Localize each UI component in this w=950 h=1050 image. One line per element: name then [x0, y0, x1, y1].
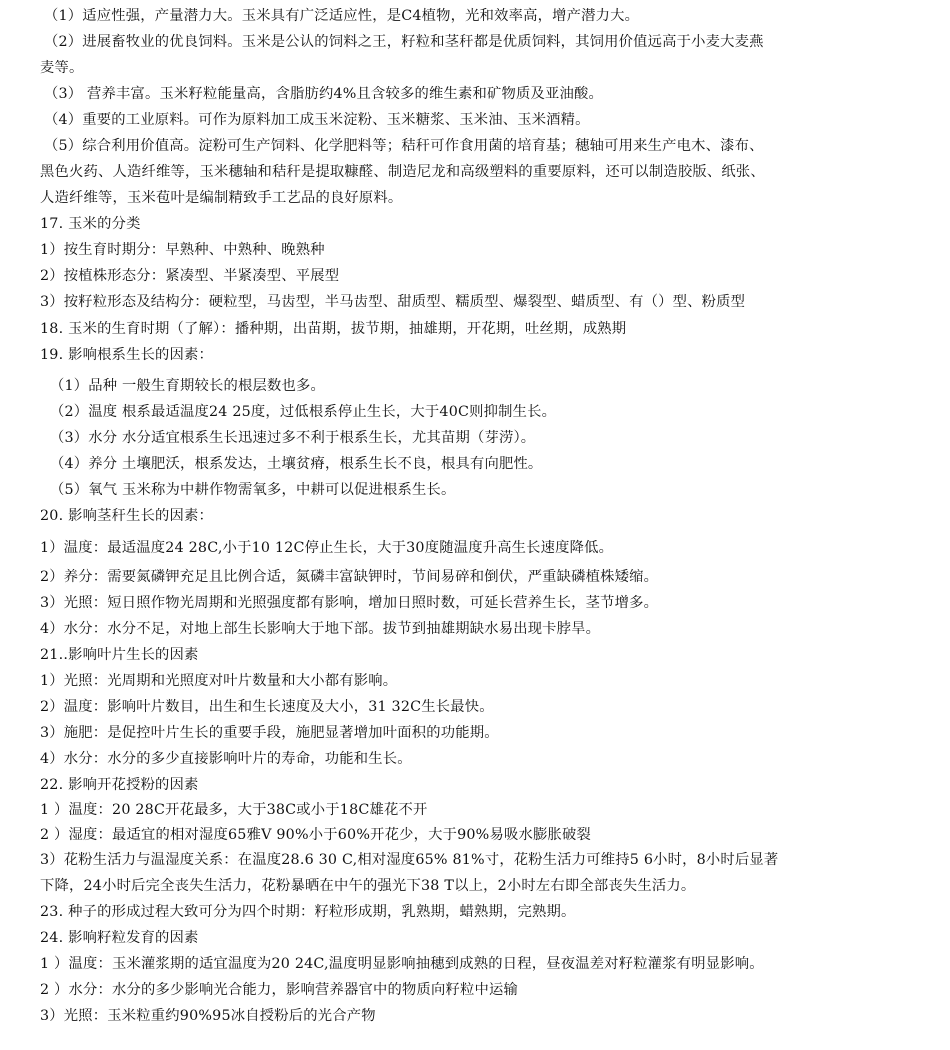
text-line: 2 ）水分：水分的多少影响光合能力，影响营养器官中的物质向籽粒中运输: [40, 982, 518, 998]
text-line: 2）温度：影响叶片数目，出生和生长速度及大小，31 32C生长最快。: [40, 699, 494, 715]
text-line: 3）光照：玉米粒重约90%95冰自授粉后的光合产物: [40, 1008, 376, 1024]
text-line: 3）光照：短日照作物光周期和光照强度都有影响，增加日照时数，可延长营养生长，茎节增多。: [40, 595, 659, 611]
text-line: 1）温度：最适温度24 28C,小于10 12C停止生长，大于30度随温度升高生长速度降低。: [40, 540, 614, 556]
text-line: （3） 营养丰富。玉米籽粒能量高，含脂肪约4%且含较多的维生素和矿物质及亚油酸。: [44, 86, 604, 102]
text-line: （3）水分 水分适宜根系生长迅速过多不利于根系生长，尤其苗期（芽涝）。: [50, 430, 536, 446]
text-line: （4）重要的工业原料。可作为原料加工成玉米淀粉、玉米糖浆、玉米油、玉米酒精。: [44, 112, 590, 128]
text-line: 3）施肥：是促控叶片生长的重要手段，施肥显著增加叶面积的功能期。: [40, 725, 499, 741]
text-line: 4）水分：水分不足，对地上部生长影响大于地下部。拔节到抽雄期缺水易出现卡脖旱。: [40, 621, 601, 637]
text-line: 1）光照：光周期和光照度对叶片数量和大小都有影响。: [40, 673, 398, 689]
section-heading: 18. 玉米的生育时期（了解）：播种期，出苗期，拔节期，抽雄期，开花期，吐丝期，成熟期: [40, 321, 627, 337]
text-line: （2）温度 根系最适温度24 25度，过低根系停止生长，大于40C则抑制生长。: [50, 404, 557, 420]
text-line: 麦等。: [40, 60, 84, 76]
text-line: （5）综合利用价值高。淀粉可生产饲料、化学肥料等；秸秆可作食用菌的培育基；穗轴可用来生产电木、漆布、: [44, 138, 764, 154]
text-line: 3）花粉生活力与温湿度关系：在温度28.6 30 C,相对湿度65% 81%寸，花粉生活力可维持5 6小时，8小时后显著: [40, 852, 779, 868]
text-line: 1）按生育时期分：早熟种、中熟种、晚熟种: [40, 242, 325, 258]
text-line: 3）按籽粒形态及结构分：硬粒型，马齿型，半马齿型、甜质型、糯质型、爆裂型、蜡质型、有（）型、粉质型: [40, 294, 746, 310]
text-line: （1）适应性强，产量潜力大。玉米具有广泛适应性，是C4植物，光和效率高，增产潜力大。: [44, 8, 640, 24]
section-heading: 20. 影响茎秆生长的因素：: [40, 508, 214, 524]
section-heading: 19. 影响根系生长的因素：: [40, 347, 214, 363]
text-line: 4）水分：水分的多少直接影响叶片的寿命，功能和生长。: [40, 751, 412, 767]
text-line: （4）养分 土壤肥沃，根系发达，土壤贫瘠，根系生长不良，根具有向肥性。: [50, 456, 543, 472]
text-line: 2）养分：需要氮磷钾充足且比例合适，氮磷丰富缺钾时，节间易碎和倒伏，严重缺磷植株矮缩。: [40, 569, 659, 585]
section-heading: 23. 种子的形成过程大致可分为四个时期：籽粒形成期，乳熟期，蜡熟期，完熟期。: [40, 904, 576, 920]
text-line: 下降，24小时后完全丧失生活力，花粉暴晒在中午的强光下38 T以上，2小时左右即全部丧失生活力。: [40, 878, 696, 894]
text-line: （2）进展畜牧业的优良饲料。玉米是公认的饲料之王，籽粒和茎秆都是优质饲料，其饲用价值远高于小麦大麦燕: [44, 34, 764, 50]
section-heading: 24. 影响籽粒发育的因素: [40, 930, 199, 946]
text-line: 2）按植株形态分：紧凑型、半紧凑型、平展型: [40, 268, 340, 284]
text-line: 1 ）温度：玉米灌浆期的适宜温度为20 24C,温度明显影响抽穗到成熟的日程，昼夜温差对籽粒灌浆有明显影响。: [40, 956, 764, 972]
text-line: 2 ）湿度：最适宜的相对湿度65雅V 90%小于60%开花少，大于90%易吸水膨胀破裂: [40, 827, 591, 843]
text-line: （1）品种 一般生育期较长的根层数也多。: [50, 378, 325, 394]
section-heading: 17. 玉米的分类: [40, 216, 141, 232]
text-line: 人造纤维等，玉米苞叶是编制精致手工艺品的良好原料。: [40, 190, 403, 206]
text-line: 1 ）温度：20 28C开花最多，大于38C或小于18C雄花不开: [40, 802, 428, 818]
section-heading: 21..影响叶片生长的因素: [40, 647, 199, 663]
section-heading: 22. 影响开花授粉的因素: [40, 777, 199, 793]
text-line: （5）氧气 玉米称为中耕作物需氧多，中耕可以促进根系生长。: [50, 482, 456, 498]
text-line: 黑色火药、人造纤维等，玉米穗轴和秸秆是提取糠醛、制造尼龙和高级塑料的重要原料，还可以制造胶版、纸张、: [40, 164, 765, 180]
